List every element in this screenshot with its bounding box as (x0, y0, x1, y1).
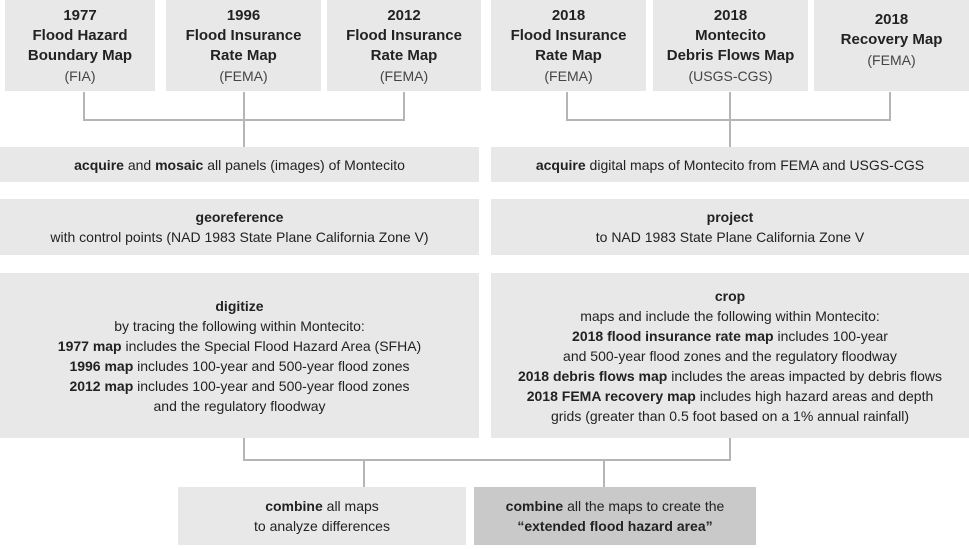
connector (403, 92, 405, 120)
source-name: Debris Flows Map (666, 46, 795, 64)
source-agency: (FEMA) (379, 67, 429, 84)
connector (729, 438, 731, 460)
keyword: acquire (535, 156, 586, 173)
source-box-2018-recovery (814, 0, 969, 91)
step-text: includes 100-year and 500-year flood zones (133, 377, 410, 394)
source-name: Montecito (695, 26, 766, 44)
source-name: Rate Map (210, 46, 277, 64)
connector (729, 92, 731, 120)
connector (83, 92, 85, 120)
step-text: and the regulatory floodway (153, 397, 326, 414)
step-digitize (0, 273, 479, 438)
connector (889, 92, 891, 120)
step-text: includes the Special Flood Hazard Area (SFHA) (121, 337, 422, 354)
source-name: Recovery Map (840, 31, 943, 48)
keyword: combine (505, 498, 564, 514)
keyword: 1977 map (57, 337, 122, 354)
source-box-2012-firm (327, 0, 481, 91)
connector (603, 460, 605, 487)
connector (243, 459, 731, 461)
step-text: all panels (images) of Montecito (203, 156, 405, 173)
keyword: mosaic (155, 156, 204, 173)
source-box-2018-firm (491, 0, 646, 91)
source-box-2018-debris-flows (653, 0, 808, 91)
keyword: 2018 FEMA recovery map (526, 387, 696, 404)
source-agency: (FIA) (64, 67, 96, 84)
source-name: Flood Insurance (185, 26, 302, 44)
step-text: by tracing the following within Montecito: (114, 317, 365, 334)
step-text: to analyze differences (254, 518, 390, 534)
step-title: crop (714, 287, 746, 304)
source-agency: (USGS-CGS) (688, 67, 773, 84)
step-text: includes the areas impacted by debris flows (667, 367, 943, 384)
keyword: 1996 map (69, 357, 134, 374)
step-acquire-mosaic (0, 147, 479, 182)
connector (363, 460, 365, 487)
step-title: project (706, 209, 754, 225)
connector (566, 92, 568, 120)
step-text: grids (greater than 0.5 foot based on a 1% annual rainfall) (550, 407, 909, 424)
source-box-1996-firm (166, 0, 321, 91)
source-agency: (FEMA) (867, 52, 916, 68)
connector (243, 92, 245, 120)
step-text: includes 100-year and 500-year flood zones (133, 357, 410, 374)
source-name: Rate Map (370, 46, 438, 64)
step-georeference (0, 199, 479, 255)
source-year: 2018 (551, 6, 586, 24)
source-name: Flood Insurance (346, 26, 462, 44)
source-name: Rate Map (535, 46, 602, 64)
step-title: georeference (195, 209, 284, 225)
step-text: and 500-year flood zones and the regulatory floodway (563, 347, 897, 364)
extended-flood-hazard-area-label: “extended flood hazard area” (517, 518, 713, 534)
step-text: to NAD 1983 State Plane California Zone V (595, 229, 865, 245)
source-name: Boundary Map (27, 46, 133, 64)
keyword: 2018 debris flows map (517, 367, 668, 384)
source-agency: (FEMA) (544, 67, 593, 84)
source-box-1977-fhbm (5, 0, 155, 91)
source-year: 2012 (387, 6, 421, 24)
source-year: 1996 (226, 6, 261, 24)
step-project (491, 199, 969, 255)
step-text: maps and include the following within Montecito: (580, 307, 880, 324)
step-text: all maps (322, 498, 379, 514)
step-text: includes high hazard areas and depth (695, 387, 934, 404)
keyword: acquire (74, 156, 124, 173)
step-text: and (123, 156, 156, 173)
step-acquire-digital (491, 147, 969, 182)
source-year: 1977 (63, 6, 97, 24)
step-text: with control points (NAD 1983 State Plane California Zone V) (50, 229, 429, 245)
step-text: all the maps to create the (563, 498, 725, 514)
step-crop (491, 273, 969, 438)
source-agency: (FEMA) (219, 67, 268, 84)
step-combine-extended (474, 487, 756, 545)
step-text: digital maps of Montecito from FEMA and USGS-CGS (585, 156, 925, 173)
source-name: Flood Hazard (32, 26, 128, 44)
source-name: Flood Insurance (510, 26, 627, 44)
connector (729, 120, 731, 147)
connector (243, 438, 245, 460)
keyword: 2012 map (69, 377, 134, 394)
keyword: 2018 flood insurance rate map (572, 327, 774, 344)
keyword: combine (265, 498, 323, 514)
step-title: digitize (215, 297, 264, 314)
step-text: includes 100-year (773, 327, 888, 344)
source-year: 2018 (713, 6, 748, 24)
source-year: 2018 (874, 11, 909, 28)
connector (243, 120, 245, 147)
step-combine-analyze (178, 487, 466, 545)
